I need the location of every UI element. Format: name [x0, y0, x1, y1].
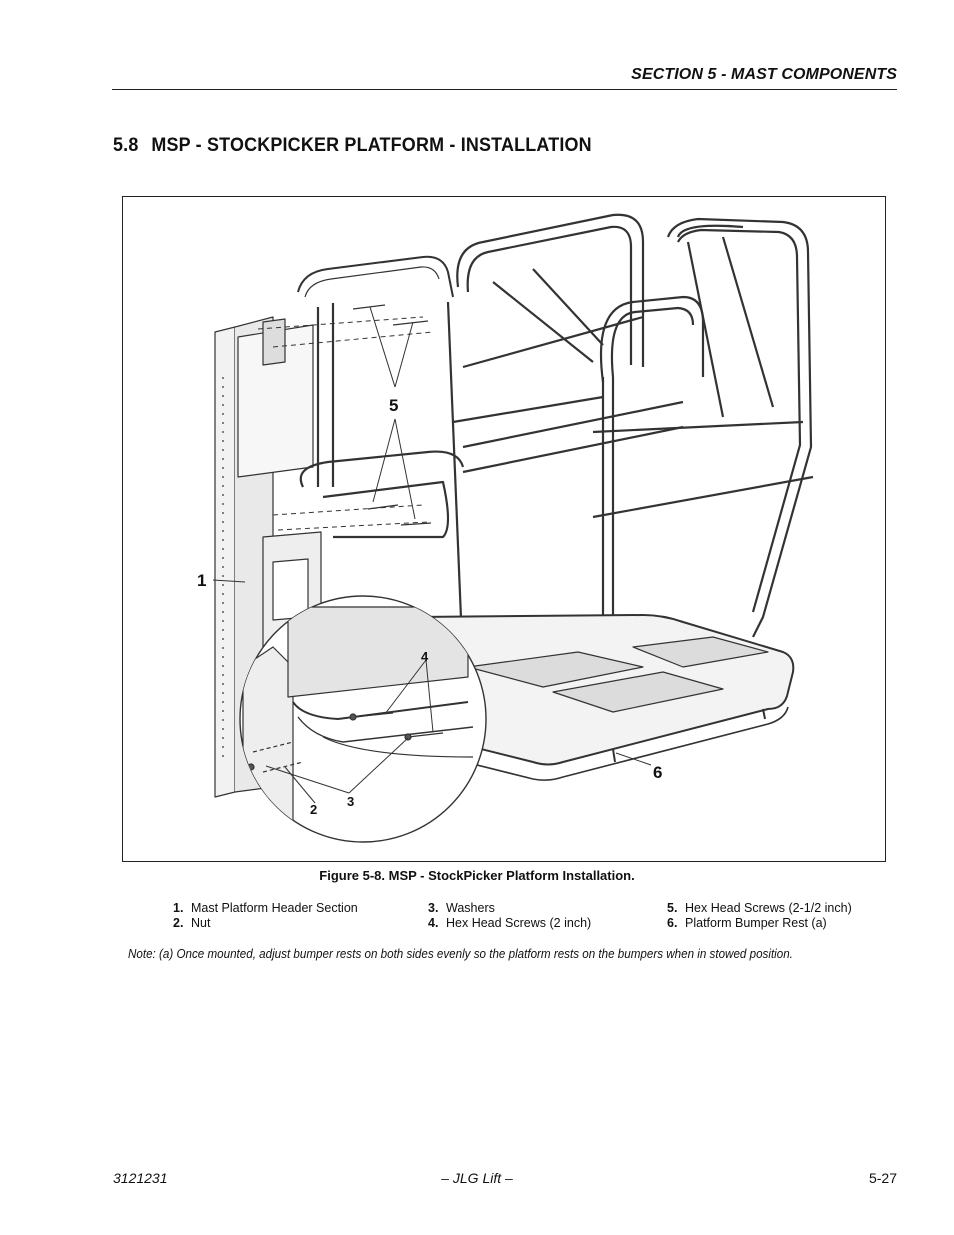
callout-1: 1 — [197, 571, 207, 590]
legend-item-label: Hex Head Screws (2 inch) — [446, 916, 592, 930]
legend-item-number: 1. — [173, 901, 184, 915]
platform-installation-drawing — [123, 197, 887, 863]
figure-caption: Figure 5-8. MSP - StockPicker Platform Installation. — [319, 868, 635, 883]
legend-item-label: Washers — [446, 901, 495, 915]
legend-item-3 — [428, 901, 495, 915]
legend-item-label: Hex Head Screws (2-1/2 inch) — [685, 901, 852, 915]
legend-item-number: 6. — [667, 916, 678, 930]
legend-item-number: 2. — [173, 916, 184, 930]
legend-item-number: 5. — [667, 901, 678, 915]
legend-item-number: 3. — [428, 901, 439, 915]
callout-6: 6 — [653, 763, 663, 782]
footer-publisher: – JLG Lift – — [441, 1170, 513, 1186]
section-header-title: SECTION 5 - MAST COMPONENTS — [631, 66, 897, 83]
legend-item-number: 4. — [428, 916, 439, 930]
legend-item-label: Mast Platform Header Section — [191, 901, 358, 915]
magnified-detail — [240, 596, 486, 842]
figure-frame — [122, 196, 886, 862]
legend-item-label: Platform Bumper Rest (a) — [685, 916, 827, 930]
legend-item-1 — [173, 901, 358, 915]
header-rule — [112, 89, 897, 90]
legend-item-label: Nut — [191, 916, 211, 930]
footer-doc-number: 3121231 — [113, 1170, 168, 1186]
section-number: 5.8 — [113, 134, 139, 156]
installation-note: Note: (a) Once mounted, adjust bumper rests on both sides evenly so the platform rests on the bumpers when in stowed position. — [128, 947, 793, 961]
callout-5: 5 — [389, 396, 399, 415]
legend-item-5 — [667, 901, 852, 915]
footer-page-number: 5-27 — [868, 1170, 897, 1186]
legend-item-2 — [173, 916, 210, 930]
legend-item-6 — [667, 916, 827, 930]
callout-2: 2 — [310, 802, 318, 817]
section-heading — [113, 134, 592, 157]
callout-3: 3 — [347, 794, 355, 809]
legend-item-4 — [428, 916, 591, 930]
callout-4: 4 — [421, 649, 429, 664]
section-title: MSP - STOCKPICKER PLATFORM - INSTALLATION — [151, 134, 592, 156]
